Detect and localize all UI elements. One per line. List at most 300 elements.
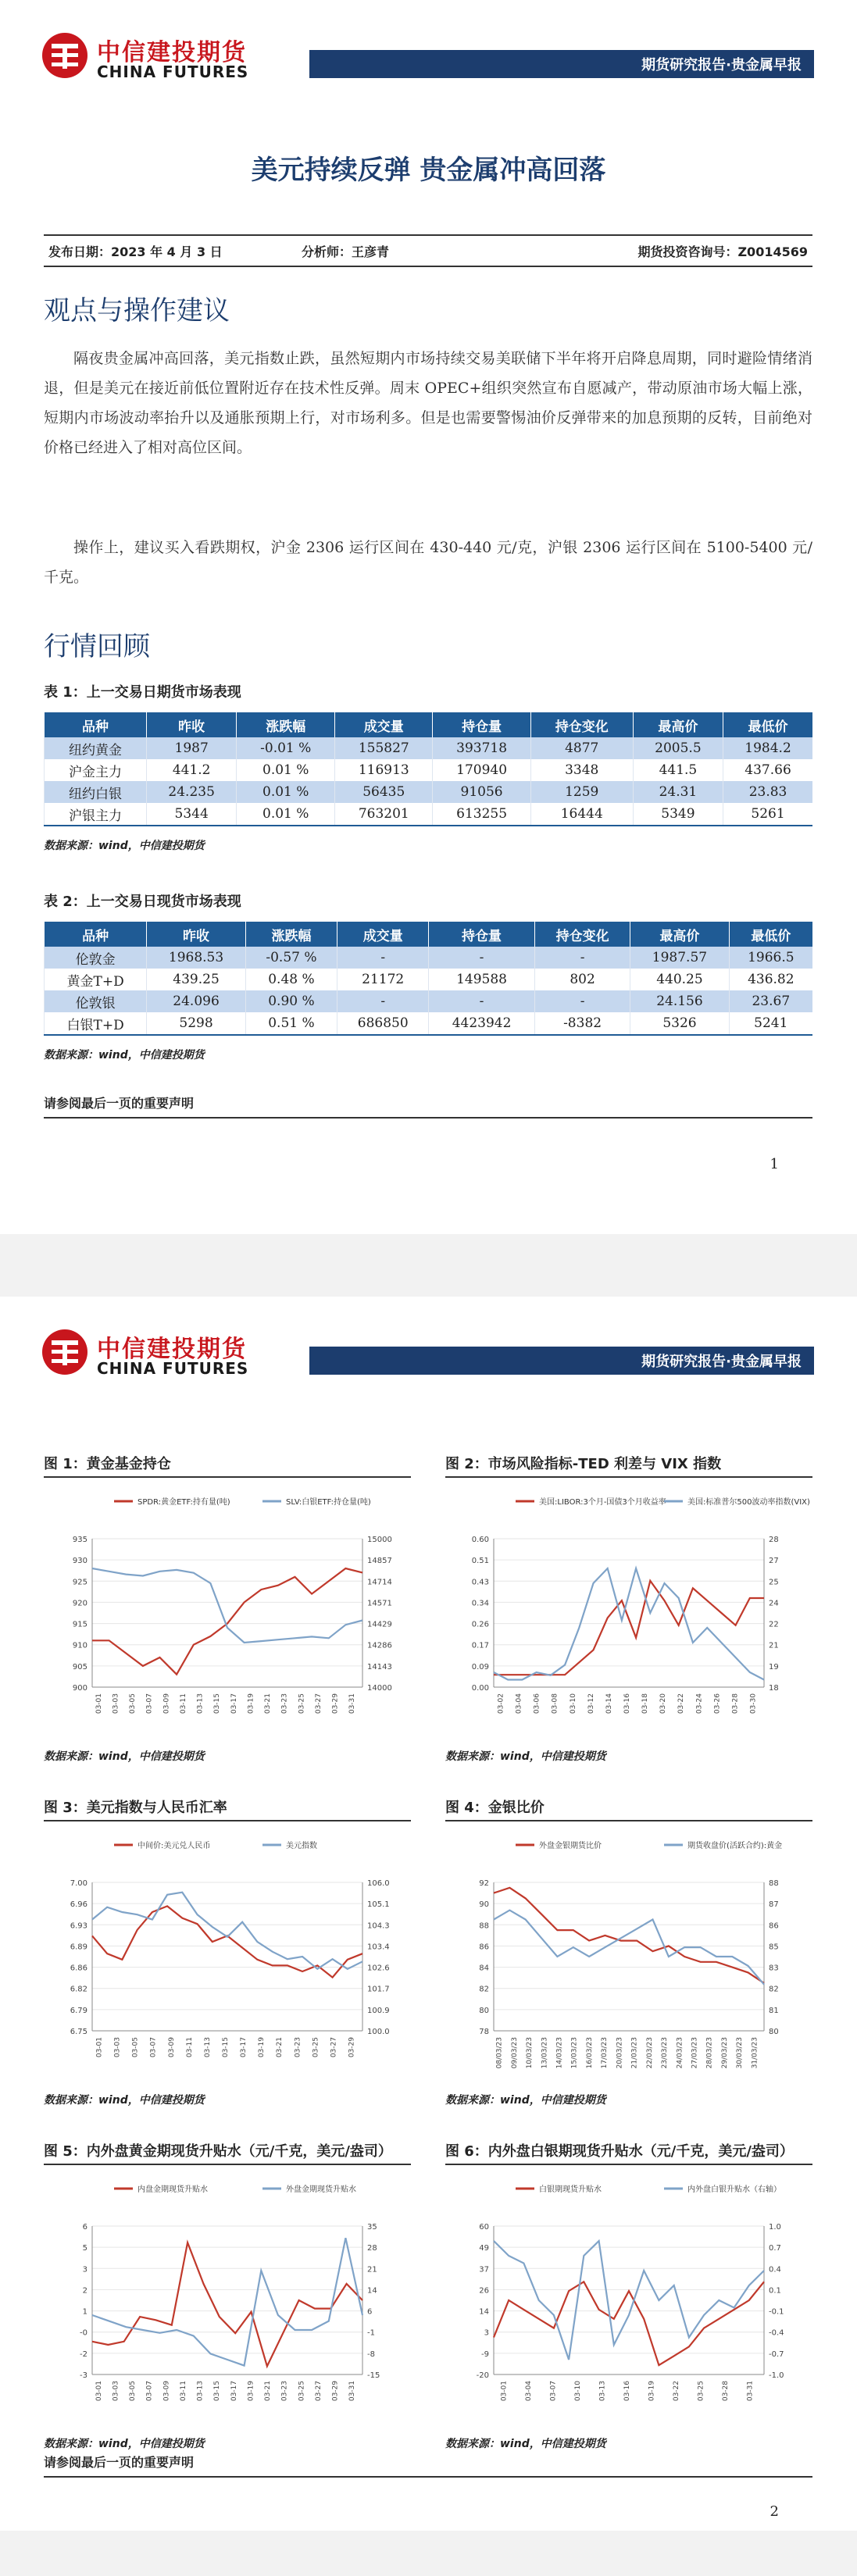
x-tick-label: 03-05 [129, 1693, 137, 1714]
table-header-cell: 持仓量 [433, 712, 530, 737]
chart-gold-silver-ratio [445, 1828, 812, 2085]
futures-table [44, 712, 812, 826]
table-cell: 5298 [147, 1012, 245, 1035]
x-tick-label: 03-27 [330, 2037, 338, 2058]
x-tick-label: 03-05 [129, 2381, 137, 2402]
logo-en-text: CHINA FUTURES [97, 1359, 249, 1378]
table-cell: 伦敦金 [45, 947, 147, 969]
table-cell: -0.57 % [245, 947, 337, 969]
table-row [45, 803, 813, 826]
citic-logo-icon [41, 1328, 89, 1376]
series-line [494, 2282, 764, 2365]
table-header-cell: 成交量 [335, 712, 433, 737]
legend-label: 美国:LIBOR:3个月-国债3个月收益率 [539, 1498, 666, 1507]
y-tick-label-right: -0.4 [769, 2328, 784, 2338]
table-cell: 763201 [335, 803, 433, 826]
table-header-cell: 品种 [45, 712, 147, 737]
table-cell: 1984.2 [723, 737, 812, 759]
figure-3 [44, 1796, 411, 2107]
y-tick-label-right: 87 [769, 1900, 779, 1910]
table-cell: - [534, 947, 630, 969]
table-cell: 149588 [429, 969, 535, 990]
x-tick-label: 03-21 [264, 2381, 273, 2402]
x-tick-label: 03-08 [551, 1693, 559, 1714]
table-cell: 伦敦银 [45, 990, 147, 1012]
y-tick-label-left: 6.75 [70, 2028, 87, 2036]
report-analyst: 分析师：王彦青 [302, 244, 390, 259]
legend-label: 美国:标准普尔500波动率指数(VIX) [687, 1498, 810, 1507]
table-cell: 437.66 [723, 759, 812, 781]
figure-4-caption: 图 4：金银比价 [445, 1796, 812, 1821]
y-tick-label-right: 18 [769, 1684, 779, 1693]
table-cell: 5344 [147, 803, 237, 826]
x-tick-label: 03-15 [213, 1693, 222, 1714]
y-tick-label-left: 49 [479, 2244, 489, 2253]
y-tick-label-right: 100.9 [367, 2006, 390, 2015]
y-tick-label-left: 14 [479, 2307, 489, 2317]
y-tick-label-left: 6.79 [70, 2006, 87, 2015]
y-tick-label-left: -3 [80, 2371, 87, 2380]
y-tick-label-left: 0.09 [471, 1662, 489, 1672]
views-paragraph-2: 操作上，建议买入看跌期权，沪金 2306 运行区间在 430-440 元/克，沪银 2306 运行区间在 5100-5400 元/千克。 [44, 539, 812, 586]
x-tick-label: 03-27 [314, 1693, 323, 1714]
table-cell: 纽约黄金 [45, 737, 147, 759]
table2-caption: 表 2：上一交易日现货市场表现 [44, 894, 241, 910]
x-tick-label: 03-28 [721, 2381, 730, 2402]
table-cell: 16444 [530, 803, 633, 826]
x-tick-label: 03-10 [569, 1693, 577, 1714]
x-tick-label: 03-04 [515, 1693, 523, 1714]
section-heading-market: 行情回顾 [44, 631, 150, 662]
x-tick-label: 27/03/23 [691, 2037, 699, 2069]
y-tick-label-right: 6 [367, 2307, 373, 2317]
report-title: 美元持续反弹 贵金属冲高回落 [251, 155, 606, 186]
y-tick-label-right: 14714 [367, 1578, 392, 1587]
table-cell: 沪金主力 [45, 759, 147, 781]
y-tick-label-right: 22 [769, 1620, 779, 1629]
x-tick-label: 03-17 [240, 2037, 248, 2058]
page-number: 2 [770, 2503, 779, 2520]
x-tick-label: 03-09 [162, 1693, 171, 1714]
y-tick-label-left: 2 [82, 2286, 87, 2296]
y-tick-label-left: 930 [72, 1557, 87, 1566]
legend-label: SPDR:黄金ETF:持有量(吨) [137, 1498, 230, 1507]
x-tick-label: 03-25 [312, 2037, 320, 2058]
legend-label: 外盘金期现货升贴水 [286, 2185, 356, 2194]
legend-label: 中间价:美元兑人民币 [137, 1842, 211, 1850]
y-tick-label-right: -1 [367, 2328, 375, 2338]
series-line [494, 1568, 764, 1680]
series-line [494, 1888, 764, 1983]
y-tick-label-left: 900 [72, 1684, 87, 1693]
report-license: 期货投资咨询号：Z0014569 [637, 244, 808, 259]
table-cell: -8382 [534, 1012, 630, 1035]
table-cell: 56435 [335, 781, 433, 803]
x-tick-label: 03-03 [112, 2381, 120, 2402]
x-tick-label: 03-28 [731, 1693, 740, 1714]
table-cell: 纽约白银 [45, 781, 147, 803]
table-cell: 3348 [530, 759, 633, 781]
x-tick-label: 03-25 [298, 1693, 306, 1714]
table-cell: 91056 [433, 781, 530, 803]
header-bar [309, 50, 814, 78]
y-tick-label-left: 84 [479, 1964, 489, 1973]
report-date: 发布日期：2023 年 4 月 3 日 [48, 244, 223, 259]
y-tick-label-left: -2 [80, 2349, 87, 2359]
y-tick-label-left: 1 [82, 2307, 87, 2317]
y-tick-label-left: 6.96 [70, 1900, 87, 1910]
x-tick-label: 03-23 [294, 2037, 302, 2058]
x-tick-label: 03-31 [746, 2381, 755, 2402]
x-tick-label: 03-22 [672, 2381, 680, 2402]
x-tick-label: 03-03 [113, 2037, 122, 2058]
x-tick-label: 16/03/23 [585, 2037, 594, 2069]
table-header-cell: 成交量 [337, 922, 429, 947]
x-tick-label: 03-07 [549, 2381, 558, 2402]
figure-2-caption: 图 2：市场风险指标-TED 利差与 VIX 指数 [445, 1453, 812, 1478]
logo-cn-text: 中信建投期货 [97, 1336, 247, 1363]
x-tick-label: 22/03/23 [645, 2037, 654, 2069]
series-line [92, 2238, 362, 2365]
figure-1 [44, 1453, 411, 1764]
table1-caption: 表 1：上一交易日期货市场表现 [44, 684, 241, 701]
table-header-cell: 涨跌幅 [245, 922, 337, 947]
table-row [45, 781, 813, 803]
logo [41, 31, 306, 86]
series-line [92, 1568, 362, 1643]
footer-note: 请参阅最后一页的重要声明 [44, 1096, 195, 1111]
header-bar [309, 1347, 814, 1375]
table-cell: 439.25 [147, 969, 245, 990]
x-tick-label: 03-12 [587, 1693, 595, 1714]
table-cell: - [337, 947, 429, 969]
y-tick-label-right: -15 [367, 2371, 380, 2380]
table-header-cell: 昨收 [147, 712, 237, 737]
y-tick-label-left: 925 [72, 1578, 87, 1587]
y-tick-label-right: 21 [769, 1641, 779, 1650]
y-tick-label-left: 935 [72, 1536, 87, 1544]
x-tick-label: 03-18 [641, 1693, 650, 1714]
x-tick-label: 03-25 [298, 2381, 306, 2402]
table-cell: 5349 [633, 803, 723, 826]
y-tick-label-left: 78 [479, 2028, 489, 2036]
footer-divider [44, 1117, 812, 1119]
x-tick-label: 09/03/23 [510, 2037, 519, 2069]
figure-1-source: 数据来源：wind，中信建投期货 [44, 1750, 205, 1763]
y-tick-label-right: 28 [367, 2244, 377, 2253]
figure-2-source: 数据来源：wind，中信建投期货 [445, 1750, 606, 1763]
y-tick-label-left: 82 [479, 1985, 489, 1994]
figure-6 [445, 2140, 812, 2451]
table-header-cell: 品种 [45, 922, 147, 947]
x-tick-label: 03-20 [659, 1693, 668, 1714]
table-cell: 4423942 [429, 1012, 535, 1035]
x-tick-label: 24/03/23 [676, 2037, 684, 2069]
logo-en-text: CHINA FUTURES [97, 62, 249, 81]
figure-5-caption: 图 5：内外盘黄金期现货升贴水（元/千克，美元/盎司） [44, 2140, 411, 2165]
table-cell: 24.156 [630, 990, 729, 1012]
footer-note: 请参阅最后一页的重要声明 [44, 2455, 195, 2470]
table-row [45, 947, 813, 969]
y-tick-label-left: 80 [479, 2006, 489, 2015]
y-tick-label-right: 21 [367, 2265, 377, 2275]
x-tick-label: 20/03/23 [616, 2037, 624, 2069]
table-cell: 116913 [335, 759, 433, 781]
table-header-cell: 持仓量 [429, 922, 535, 947]
x-tick-label: 03-04 [525, 2381, 534, 2402]
x-tick-label: 03-19 [258, 2037, 266, 2058]
y-tick-label-left: 3 [82, 2265, 87, 2275]
figure-3-source: 数据来源：wind，中信建投期货 [44, 2094, 205, 2107]
y-tick-label-right: 100.0 [367, 2028, 390, 2036]
y-tick-label-left: 6.89 [70, 1943, 87, 1952]
x-tick-label: 03-21 [264, 1693, 273, 1714]
table-row [45, 969, 813, 990]
table-header-cell: 最高价 [633, 712, 723, 737]
chart-gold-etf [44, 1484, 411, 1742]
table-cell: 5326 [630, 1012, 729, 1035]
table-header-cell: 昨收 [147, 922, 245, 947]
x-tick-label: 03-11 [185, 2037, 194, 2058]
x-tick-label: 03-14 [605, 1693, 613, 1714]
y-tick-label-right: 88 [769, 1879, 779, 1888]
x-tick-label: 03-21 [276, 2037, 284, 2058]
y-tick-label-right: 14571 [367, 1599, 392, 1608]
x-tick-label: 28/03/23 [705, 2037, 714, 2069]
table1-source: 数据来源：wind，中信建投期货 [44, 840, 205, 852]
y-tick-label-right: 101.7 [367, 1985, 390, 1994]
x-tick-label: 21/03/23 [630, 2037, 639, 2069]
figure-3-caption: 图 3：美元指数与人民币汇率 [44, 1796, 411, 1821]
y-tick-label-left: -9 [481, 2349, 489, 2359]
y-tick-label-left: 0.17 [471, 1641, 489, 1650]
x-tick-label: 03-01 [95, 1693, 103, 1714]
table-cell: 24.31 [633, 781, 723, 803]
views-paragraph-1: 隔夜贵金属冲高回落，美元指数止跌，虽然短期内市场持续交易美联储下半年将开启降息周期，同时避险情绪消退，但是美元在接近前低位置附近存在技术性反弹。周末 OPEC+组织突然宣布自愿减产，带动原油市场大幅上涨，短期内市场波动率抬升以及通胀预期上行，对市场利多。但是也需要警惕油价反弹带来的加息预期的反转，目前绝对价格已经进入了相对高位区间。 [44, 350, 812, 456]
table-cell: 1987 [147, 737, 237, 759]
table-cell: 440.25 [630, 969, 729, 990]
x-tick-label: 03-11 [179, 1693, 187, 1714]
y-tick-label-left: 5 [82, 2244, 87, 2253]
table-header-cell: 涨跌幅 [237, 712, 335, 737]
y-tick-label-right: 106.0 [367, 1879, 390, 1888]
table-header-cell: 最高价 [630, 922, 729, 947]
chart-usd-cny [44, 1828, 411, 2085]
chart-ted-vix [445, 1484, 812, 1742]
x-tick-label: 03-31 [348, 1693, 357, 1714]
series-line [92, 2242, 362, 2366]
header-bar-text: 期货研究报告·贵金属早报 [641, 1354, 802, 1370]
table-cell: 0.01 % [237, 781, 335, 803]
x-tick-label: 03-23 [280, 2381, 289, 2402]
x-tick-label: 03-02 [497, 1693, 505, 1714]
x-tick-label: 03-11 [179, 2381, 187, 2402]
x-tick-label: 31/03/23 [751, 2037, 759, 2069]
legend-label: SLV:白银ETF:持仓量(吨) [286, 1498, 371, 1507]
table-cell: 24.235 [147, 781, 237, 803]
table-cell: - [337, 990, 429, 1012]
series-line [92, 1568, 362, 1675]
y-tick-label-right: 35 [367, 2223, 377, 2232]
legend-label: 内外盘白银升贴水（右轴） [687, 2185, 781, 2194]
x-tick-label: 03-19 [247, 1693, 255, 1714]
x-tick-label: 03-07 [145, 2381, 154, 2402]
page-number: 1 [770, 1156, 779, 1172]
y-tick-label-left: 7.00 [70, 1879, 87, 1888]
y-tick-label-right: 19 [769, 1662, 779, 1672]
legend-label: 白银期现货升贴水 [539, 2185, 602, 2194]
y-tick-label-right: 105.1 [367, 1900, 390, 1910]
x-tick-label: 03-29 [331, 2381, 340, 2402]
x-tick-label: 03-13 [196, 2381, 205, 2402]
table-cell: 613255 [433, 803, 530, 826]
table-header-cell: 最低价 [723, 712, 812, 737]
y-tick-label-right: 14143 [367, 1662, 392, 1672]
series-line [494, 2241, 764, 2360]
y-tick-label-left: 0.00 [471, 1684, 489, 1693]
x-tick-label: 23/03/23 [661, 2037, 670, 2069]
x-tick-label: 08/03/23 [495, 2037, 504, 2069]
table-cell: 4877 [530, 737, 633, 759]
table-row [45, 990, 813, 1012]
table-cell: 1966.5 [729, 947, 812, 969]
x-tick-label: 03-17 [230, 2381, 238, 2402]
spot-table [44, 922, 812, 1036]
table-cell: 5241 [729, 1012, 812, 1035]
y-tick-label-right: -0.7 [769, 2349, 784, 2359]
y-tick-label-right: 0.1 [769, 2286, 781, 2296]
y-tick-label-left: 90 [479, 1900, 489, 1910]
section-heading-views: 观点与操作建议 [44, 295, 230, 326]
x-tick-label: 03-03 [112, 1693, 120, 1714]
y-tick-label-left: -20 [476, 2371, 489, 2380]
figure-5 [44, 2140, 411, 2451]
y-tick-label-right: -8 [367, 2349, 375, 2359]
y-tick-label-left: 86 [479, 1943, 489, 1952]
x-tick-label: 03-15 [222, 2037, 230, 2058]
x-tick-label: 03-06 [533, 1693, 541, 1714]
table-cell: 1259 [530, 781, 633, 803]
logo-cn-text: 中信建投期货 [97, 39, 247, 66]
table-cell: 170940 [433, 759, 530, 781]
y-tick-label-left: 3 [484, 2328, 489, 2338]
y-tick-label-left: 920 [72, 1599, 87, 1608]
table2-source: 数据来源：wind，中信建投期货 [44, 1049, 205, 1061]
y-tick-label-right: 15000 [367, 1536, 392, 1544]
table-cell: 黄金T+D [45, 969, 147, 990]
x-tick-label: 03-09 [162, 2381, 171, 2402]
table-cell: 155827 [335, 737, 433, 759]
x-tick-label: 03-05 [131, 2037, 140, 2058]
table-header-cell: 持仓变化 [530, 712, 633, 737]
y-tick-label-left: 910 [72, 1641, 87, 1650]
table-cell: 1987.57 [630, 947, 729, 969]
x-tick-label: 14/03/23 [555, 2037, 564, 2069]
legend-label: 外盘金银期货比价 [539, 1842, 602, 1850]
chart-silver-basis [445, 2171, 812, 2429]
y-tick-label-left: 92 [479, 1879, 489, 1888]
y-tick-label-left: 6.86 [70, 1964, 87, 1973]
table-row [45, 1012, 813, 1035]
y-tick-label-right: 102.6 [367, 1964, 390, 1973]
x-tick-label: 03-07 [145, 1693, 154, 1714]
y-tick-label-left: 0.60 [471, 1536, 489, 1544]
x-tick-label: 03-13 [598, 2381, 607, 2402]
y-tick-label-left: 6.93 [70, 1921, 87, 1931]
y-tick-label-left: 905 [72, 1662, 87, 1672]
table-cell: 441.5 [633, 759, 723, 781]
table-cell: 0.01 % [237, 803, 335, 826]
table-cell: 23.67 [729, 990, 812, 1012]
y-tick-label-left: 37 [479, 2265, 489, 2275]
y-tick-label-right: 82 [769, 1985, 779, 1994]
figure-6-source: 数据来源：wind，中信建投期货 [445, 2438, 606, 2450]
y-tick-label-right: 14286 [367, 1641, 392, 1650]
x-tick-label: 03-27 [314, 2381, 323, 2402]
figure-4-source: 数据来源：wind，中信建投期货 [445, 2094, 606, 2107]
figure-5-source: 数据来源：wind，中信建投期货 [44, 2438, 205, 2450]
y-tick-label-right: 0.4 [769, 2265, 781, 2275]
x-tick-label: 03-16 [623, 2381, 631, 2402]
y-tick-label-right: 80 [769, 2028, 779, 2036]
y-tick-label-left: 60 [479, 2223, 489, 2232]
y-tick-label-left: 0.51 [471, 1557, 489, 1566]
chart-gold-basis [44, 2171, 411, 2429]
y-tick-label-right: 104.3 [367, 1921, 390, 1931]
table-cell: 0.01 % [237, 759, 335, 781]
y-tick-label-right: 25 [769, 1578, 779, 1587]
table-cell: 5261 [723, 803, 812, 826]
x-tick-label: 03-23 [280, 1693, 289, 1714]
y-tick-label-left: 6 [82, 2223, 87, 2232]
table-cell: 436.82 [729, 969, 812, 990]
table-row [45, 759, 813, 781]
y-tick-label-right: -1.0 [769, 2371, 784, 2380]
x-tick-label: 03-07 [149, 2037, 158, 2058]
y-tick-label-right: 85 [769, 1943, 779, 1952]
y-tick-label-left: 0.26 [471, 1620, 489, 1629]
legend-label: 美元指数 [286, 1842, 317, 1850]
figure-2 [445, 1453, 812, 1764]
series-line [494, 1911, 764, 1985]
x-tick-label: 03-13 [203, 2037, 212, 2058]
x-tick-label: 03-09 [167, 2037, 176, 2058]
y-tick-label-right: -0.1 [769, 2307, 784, 2317]
x-tick-label: 03-17 [230, 1693, 238, 1714]
table-cell: 393718 [433, 737, 530, 759]
table-cell: 686850 [337, 1012, 429, 1035]
x-tick-label: 10/03/23 [526, 2037, 534, 2069]
table-cell: 802 [534, 969, 630, 990]
logo [41, 1328, 306, 1383]
x-tick-label: 03-29 [348, 2037, 356, 2058]
table-cell: 2005.5 [633, 737, 723, 759]
x-tick-label: 30/03/23 [736, 2037, 745, 2069]
x-tick-label: 03-16 [623, 1693, 631, 1714]
y-tick-label-right: 0.7 [769, 2244, 781, 2253]
table-cell: 0.48 % [245, 969, 337, 990]
y-tick-label-right: 81 [769, 2006, 779, 2015]
y-tick-label-right: 14857 [367, 1557, 392, 1566]
y-tick-label-right: 14429 [367, 1620, 392, 1629]
footer-divider [44, 2476, 812, 2478]
table-cell: - [429, 947, 535, 969]
table-header-cell: 最低价 [729, 922, 812, 947]
y-tick-label-right: 83 [769, 1964, 779, 1973]
header-bar-text: 期货研究报告·贵金属早报 [641, 57, 802, 73]
y-tick-label-left: 88 [479, 1921, 489, 1931]
y-tick-label-right: 14 [367, 2286, 377, 2296]
